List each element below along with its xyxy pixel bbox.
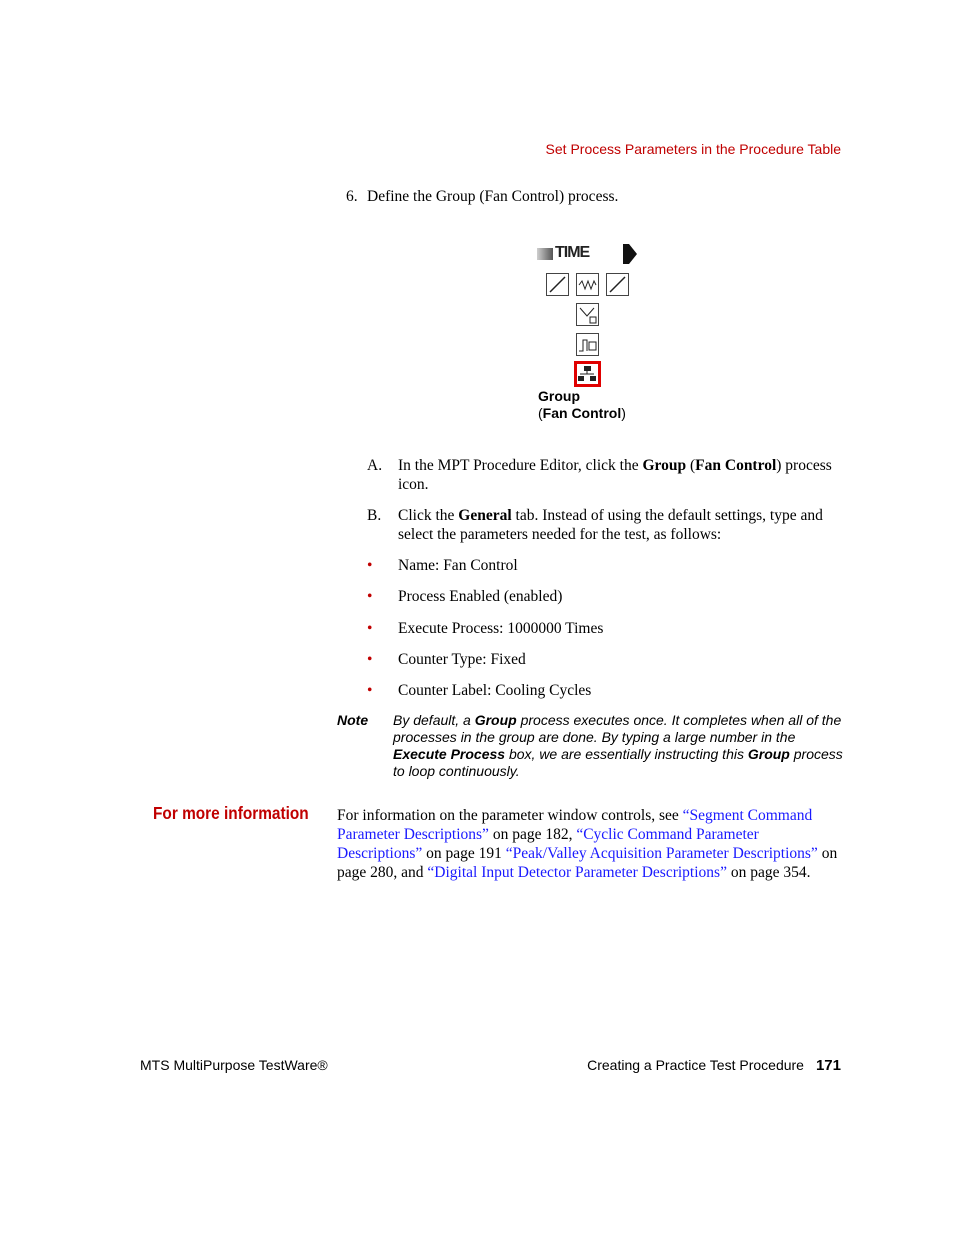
note-text: process executes once. It completes when all of the processes in the group are done. By typing a large number in the (393, 712, 842, 745)
step-number: 6. (346, 188, 358, 205)
bullet-icon: • (367, 557, 373, 574)
link-cyclic-command[interactable]: “Cyclic Command Parameter Descriptions” (337, 826, 759, 862)
note-label: Note (337, 712, 369, 728)
footer-chapter: Creating a Practice Test Procedure (587, 1057, 804, 1073)
substep-bold: General (458, 507, 512, 524)
substep-text: ( (686, 457, 696, 474)
segment-process-icon-2[interactable] (606, 273, 629, 296)
link-segment-command[interactable]: “Segment Command Parameter Descriptions” (337, 807, 813, 843)
substep-b (367, 506, 842, 544)
segment-process-icon[interactable] (546, 273, 569, 296)
bullet-text: Process Enabled (enabled) (398, 588, 563, 605)
para-text: on page 182, (488, 826, 577, 843)
bullet-text: Execute Process: 1000000 Times (398, 620, 604, 637)
footer-product: MTS MultiPurpose TestWare® (140, 1057, 328, 1073)
digital-input-detector-icon[interactable] (576, 333, 599, 356)
note-bold: Group (474, 712, 517, 728)
note-text: box, we are essentially instructing this (505, 746, 748, 762)
para-text: on page 280, and (337, 845, 838, 881)
bullet-icon: • (367, 651, 373, 668)
bullet-text: Name: Fan Control (398, 557, 518, 574)
diagram-caption (538, 388, 626, 422)
bullet-item (367, 681, 591, 700)
note-text: By default, a (393, 712, 475, 728)
time-banner-text: TIME (555, 244, 590, 261)
note-bold: Group (747, 746, 790, 762)
note-text: process to loop continuously. (393, 746, 843, 779)
para-text: For information on the parameter window controls, see (337, 807, 683, 824)
caption-paren-open: ( (538, 405, 543, 421)
running-header: Set Process Parameters in the Procedure Table (545, 141, 841, 157)
substep-text: In the MPT Procedure Editor, click the (398, 457, 643, 474)
caption-group: Group (538, 388, 580, 404)
peak-valley-acquisition-icon[interactable] (576, 303, 599, 326)
caption-fan-control: Fan Control (542, 405, 622, 421)
bullet-icon: • (367, 588, 373, 605)
step-6 (346, 187, 618, 206)
bullet-item (367, 650, 526, 669)
substep-text: ) process icon. (398, 457, 832, 493)
page-number: 171 (815, 1057, 841, 1074)
bullet-icon: • (367, 620, 373, 637)
substep-bold: Fan Control (695, 457, 777, 474)
bullet-item (367, 556, 518, 575)
cyclic-process-icon[interactable] (576, 273, 599, 296)
note-block (337, 712, 847, 780)
section-heading: For more information (153, 803, 309, 823)
step-text: Define the Group (Fan Control) process. (367, 188, 619, 205)
substep-text: tab. Instead of using the default settings, type and select the parameters needed for the test, as follows: (398, 507, 823, 543)
substep-bold: Group (642, 457, 687, 474)
more-info-paragraph (337, 806, 842, 882)
bullet-icon: • (367, 682, 373, 699)
bullet-text: Counter Type: Fixed (398, 651, 526, 668)
bullet-item (367, 587, 562, 606)
footer-right (587, 1057, 841, 1074)
caption-paren-close: ) (621, 405, 626, 421)
bullet-text: Counter Label: Cooling Cycles (398, 682, 592, 699)
substep-letter: A. (367, 457, 383, 474)
note-bold: Execute Process (393, 746, 506, 762)
link-peak-valley[interactable]: “Peak/Valley Acquisition Parameter Descriptions” (505, 845, 818, 862)
procedure-diagram (536, 240, 646, 390)
link-digital-input[interactable]: “Digital Input Detector Parameter Descriptions” (427, 864, 727, 881)
substep-a (367, 456, 842, 494)
para-text: on page 191 (422, 845, 506, 862)
substep-letter: B. (367, 507, 382, 524)
para-text: on page 354. (726, 864, 811, 881)
bullet-item (367, 619, 603, 638)
substep-text: Click the (398, 507, 459, 524)
group-process-icon[interactable] (574, 361, 601, 387)
